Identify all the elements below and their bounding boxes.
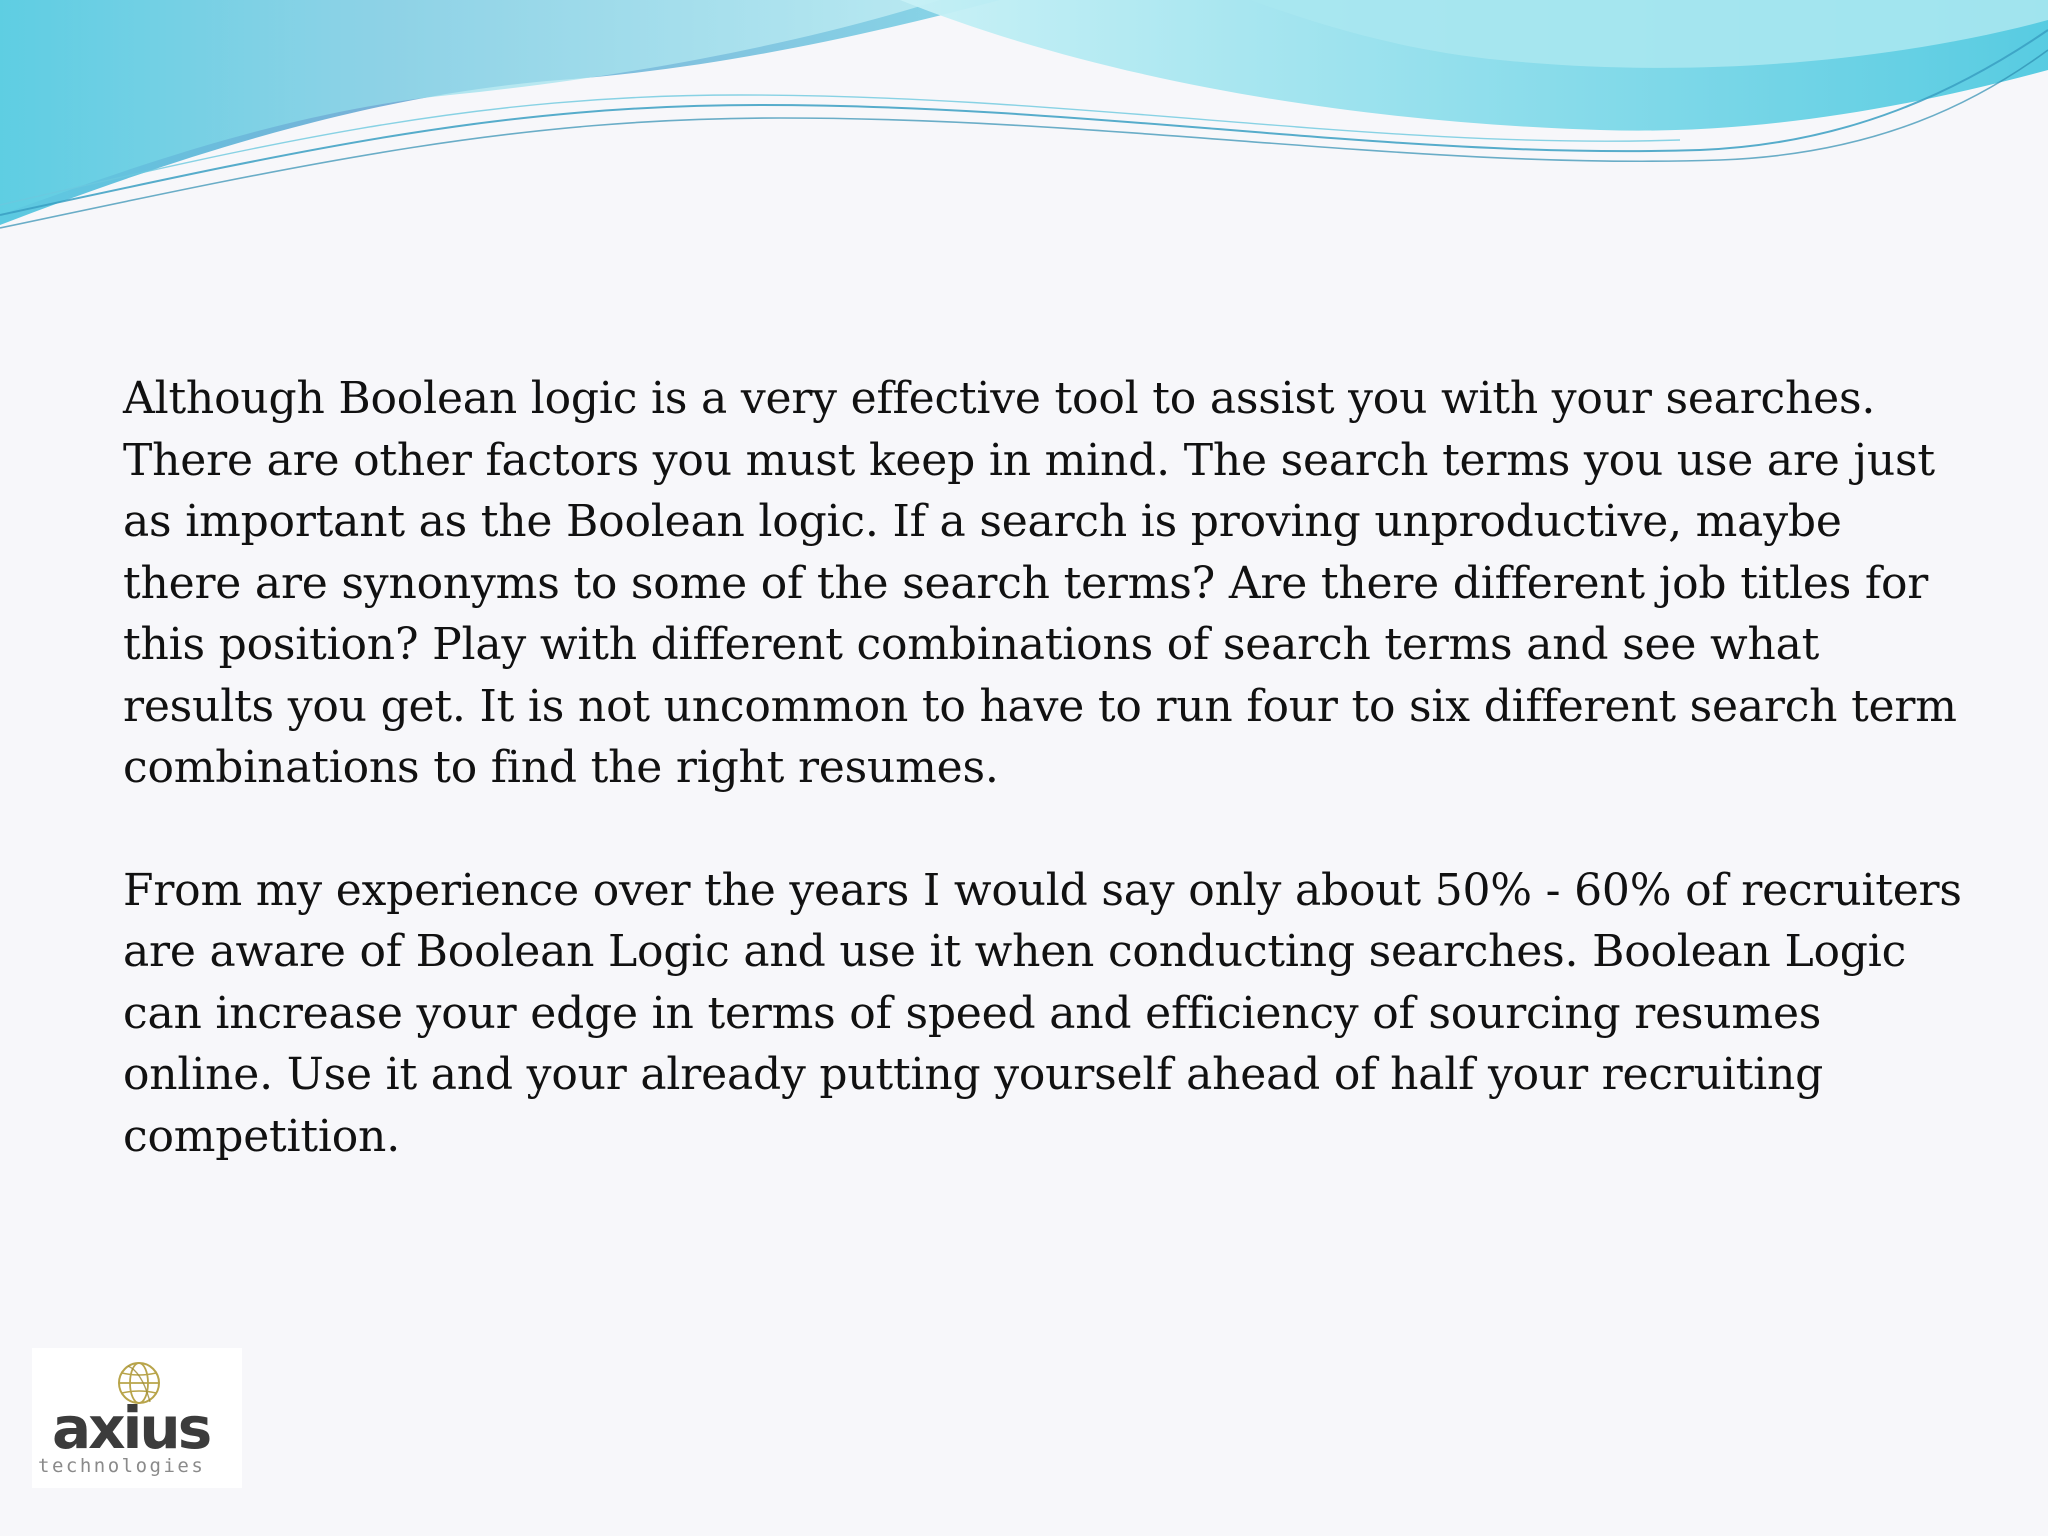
paragraph-boolean-search-terms: Although Boolean logic is a very effective tool to assist you with your searches. There are other factors you must keep in mind. The search terms you use are just as important as the Boolean logic. If a search is proving unproductive, maybe there are synonyms to some of the search terms? Are there different job titles for this position? Play with different combinations of search terms and see what results you get. It is not uncommon to have to run four to six different search term combinations to find the right resumes. [123, 373, 1957, 793]
company-logo [32, 1348, 242, 1488]
logo-wordmark: axius [52, 1394, 210, 1462]
slide-body [123, 368, 1963, 1167]
logo-tagline: technologies [38, 1455, 206, 1477]
paragraph-recruiter-experience: From my experience over the years I would say only about 50% - 60% of recruiters are aware of Boolean Logic and use it when conducting searches. Boolean Logic can increase your edge in terms of speed and efficiency of sourcing resumes online. Use it and your already putting yourself ahead of half your recruiting competition. [123, 864, 1962, 1162]
decorative-wave-header [0, 0, 2048, 240]
